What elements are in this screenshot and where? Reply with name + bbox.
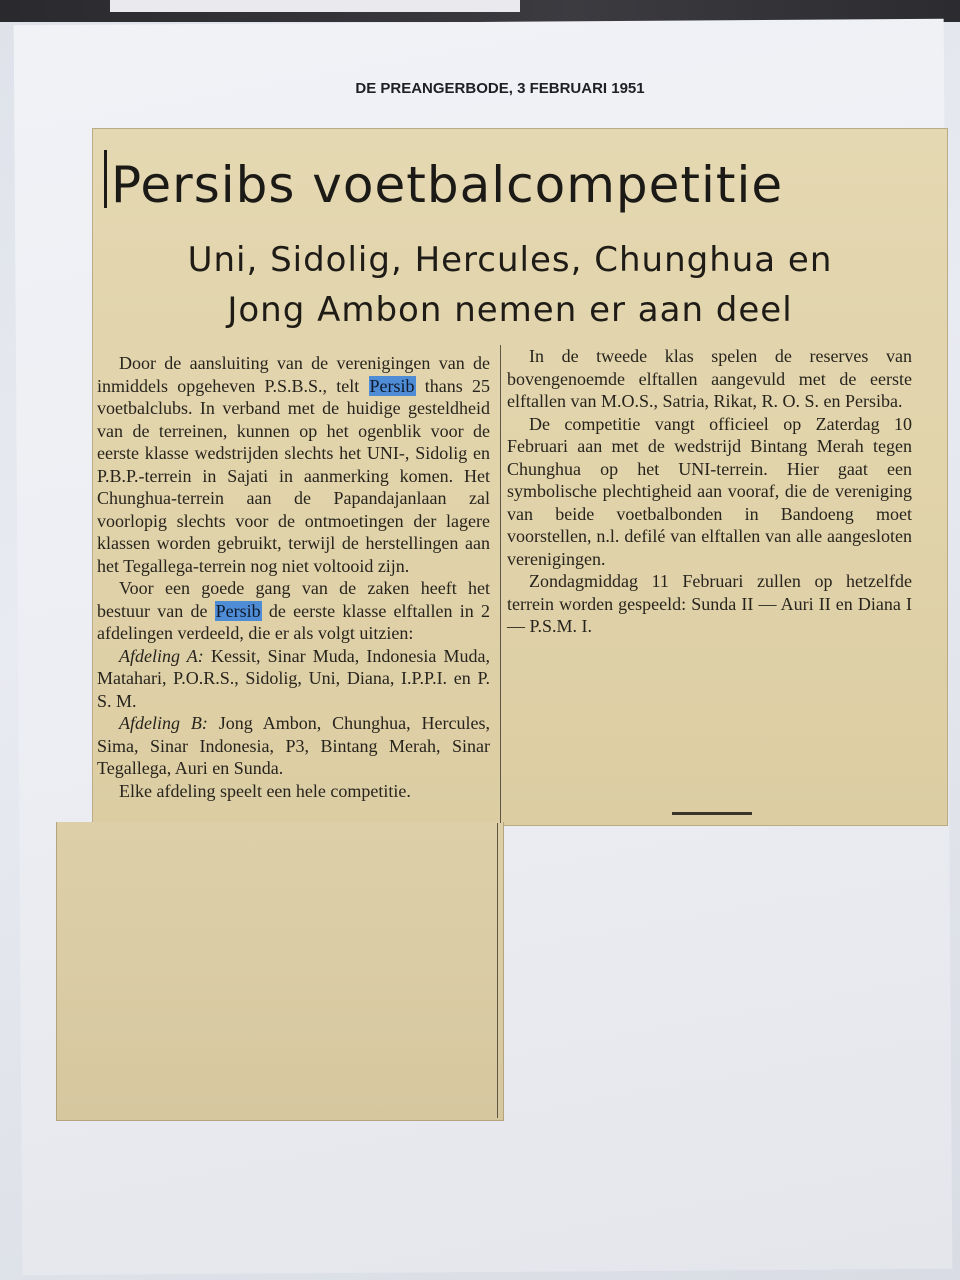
subheadline-line-2: Jong Ambon nemen er aan deel <box>227 290 793 330</box>
paragraph-afdeling-a <box>97 645 490 713</box>
headline-text: Persibs voetbalcompetitie <box>111 156 784 214</box>
column-divider <box>500 345 501 823</box>
afdeling-b-label: Afdeling B: <box>119 713 208 733</box>
paragraph-divisions: Voor een goede gang van de zaken heeft het bestuur van de Persib de eerste klasse elftallen in 2 afdelingen verdeeld, die er als volgt uitzien: <box>97 578 490 643</box>
afdeling-b-teams: Jong Ambon, Chunghua, Hercules, Sima, Sinar Indonesia, P3, Bintang Merah, Sinar Tegallega, Auri en Sunda. <box>97 713 490 778</box>
headline-rule <box>104 150 107 208</box>
paragraph-afdeling-b <box>97 712 490 780</box>
article-end-rule <box>672 812 752 815</box>
subheadline-line-1: Uni, Sidolig, Hercules, Chunghua en <box>187 240 833 280</box>
column-edge <box>497 823 498 1118</box>
paragraph-opening-match: De competitie vangt officieel op Zaterdag 10 Februari aan met de wedstrijd Bintang Merah tegen Chunghua op het UNI-terrein. Hier gaat een symbolische plechtigheid aan vooraf, die de vereniging van beide voetbalbonden in Bandoeng moet voorstellen, n.l. defilé van elftallen van alle aangesloten verenigingen. <box>507 413 912 569</box>
highlighted-word: Persib <box>215 600 261 621</box>
highlighted-word: Persib <box>369 375 415 396</box>
article-column-left <box>97 352 490 802</box>
afdeling-a-label: Afdeling A: <box>119 645 204 666</box>
paragraph-sunday-matches: Zondagmiddag 11 Februari zullen op hetzelfde terrein worden gespeeld: Sunda II — Auri II en Diana I — P.S.M. I. <box>507 571 912 636</box>
headline <box>104 150 904 214</box>
paragraph-second-class: In de tweede klas spelen de reserves van bovengenoemde elftallen aangevuld met de eerste elftallen van M.O.S., Satria, Rikat, R. O. S. en Persiba. <box>507 346 912 411</box>
page-caption: DE PREANGERBODE, 3 FEBRUARI 1951 <box>355 80 645 97</box>
paragraph-intro: Door de aansluiting van de verenigingen van de inmiddels opgeheven P.S.B.S., telt Persib thans 25 voetbalclubs. In verband met de huidige gesteldheid van de terreinen, kunnen op het ogenblik voor de eerste klasse wedstrijden slechts het UNI-, Sidolig en P.B.P.-terrein in Sajati in aanmerking komen. Het Chunghua-terrein aan de Papandajanlaan zal voorlopig slechts voor de ontmoetingen der lagere klassen worden gebruikt, terwijl de herstellingen aan het Tegallega-terrein nog niet voltooid zijn. <box>97 353 490 576</box>
top-white-edge <box>110 0 520 12</box>
article-column-right <box>507 345 912 638</box>
paragraph-competition: Elke afdeling speelt een hele competitie. <box>119 780 411 801</box>
clipping-lower-left <box>56 822 504 1121</box>
afdeling-a-teams: Kessit, Sinar Muda, Indonesia Muda, Matahari, P.O.R.S., Sidolig, Uni, Diana, I.P.P.I. en P. S. M. <box>97 645 491 711</box>
